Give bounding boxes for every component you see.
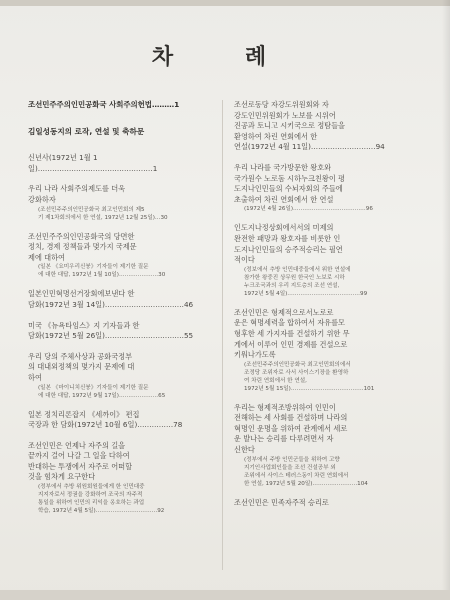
toc-entry-line: 미국 《뉴욕타임스》지 기자들과 한: [28, 320, 140, 330]
toc-entry[interactable]: [28, 184, 218, 221]
toc-entry-line: 조선민주주의인민공화국의 당면한: [28, 231, 135, 241]
toc-entry[interactable]: [234, 223, 420, 297]
toc-entry-note: 누크조국과의 우리 지도층의 조선 연설,: [244, 282, 340, 289]
toc-entry-constitution[interactable]: [28, 100, 218, 111]
toc-entry-line: 우리 당의 주체사상과 공화국정부: [28, 351, 133, 361]
toc-entry-note: (조선민주주의인민공화국 최고인민회의에서: [244, 361, 351, 368]
toc-entry-note: (조선민주주의인민공화국 최고인민회의 제5: [38, 206, 145, 213]
toc-entry-line: 진공과 토니고 시키국으로 정탐들을: [234, 121, 346, 131]
toc-entry-line: 연설(1972년 4월 11일)………………………94: [234, 142, 385, 152]
toc-entry-line: 도지나인민들의 수뇌자회의 주들에: [234, 184, 343, 194]
toc-entry-note: 에 대한 대답, 1972년 9월 17일)…………………65: [38, 392, 166, 399]
toc-entry-note: (정부에서 주방 인민군들을 위하여 고향: [244, 456, 340, 463]
toc-entry-note: 에 대한 대답, 1972년 1월 10일)…………………30: [38, 272, 166, 279]
left-column: [28, 100, 218, 525]
toc-entry-line: 하여: [28, 372, 42, 382]
toc-entry-line: 일본 정치리론잡지 《세까이》 편집: [28, 409, 140, 419]
toc-entry-note: (1972년 4월 26일)…………………………………96: [244, 206, 373, 213]
toc-entry-note: 학습, 1972년 4월 5일)……………………………92: [38, 508, 165, 515]
toc-entry-line: 형후한 세 가지자를 건설하기 위한 무: [234, 328, 350, 338]
column-divider: [222, 100, 223, 570]
toc-entry-line: 조선인민은 민족자주적 승리로: [234, 497, 329, 507]
toc-entry[interactable]: [234, 100, 420, 153]
toc-entry-line: 키워나가도록: [234, 350, 276, 360]
section-heading: 김일성동지의 로작, 연설 및 축하문: [28, 126, 145, 136]
toc-entry-line: 것을 힘차게 요구한다: [28, 472, 96, 482]
toc-entry-note: 한 연설, 1972년 5월 20일)……………………104: [244, 480, 368, 487]
toc-entry-note: (정보에서 추방 인민대중들에서 위한 연설에: [244, 266, 351, 273]
toc-entry-line: 제에 대하여: [28, 252, 66, 262]
toc-entry-line: 우리 나라를 국가방문한 왕호와: [234, 162, 332, 172]
toc-entry-note: 통일을 위하여 인민의 리익을 옹호하는 과업: [38, 500, 145, 507]
toc-entry-line: 도지나인민들의 승주적승리는 필연: [234, 244, 343, 254]
toc-entry-line: 일본인민혁명선거장회에보낸다 한: [28, 289, 135, 299]
toc-entry-title: 조선민주주의인민공화국 사회주의헌법………1: [28, 100, 180, 109]
right-column: [234, 100, 420, 518]
toc-entry[interactable]: [28, 321, 218, 342]
toc-entry-line: 신한다: [234, 445, 255, 455]
toc-entry[interactable]: [28, 441, 218, 515]
toc-entry-line: 담화(1972년 5월 26일)……………………………55: [28, 331, 194, 341]
toc-entry-line: 초출하여 차린 연회에서 한 연설: [234, 194, 334, 204]
toc-entry[interactable]: [234, 498, 420, 509]
toc-entry-line: 강화하자: [28, 194, 56, 204]
page-right-edge: [442, 0, 450, 600]
toc-entry-note: 조정당 조위자로 사서 사이스기장을 환영하: [244, 369, 349, 376]
toc-entry[interactable]: [28, 410, 218, 431]
toc-entry[interactable]: [28, 289, 218, 310]
toc-entry-line: 국장과 한 담화(1972년 10월 6일)……………78: [28, 420, 183, 430]
toc-entry-line: 운은 혁명세력을 합하여서 자유를모: [234, 318, 346, 328]
toc-entry-line: 조선인민은 언제나 자주의 길을: [28, 440, 126, 450]
right-entries-list: [234, 100, 420, 508]
toc-entry-note: 지기인사업회인들을 조선 건설공부 외: [244, 464, 336, 471]
toc-entry-note: (일본 《마이니치신붕》기자들이 제기한 질문: [38, 384, 149, 391]
toc-entry-note: 기 제1차회의에서 한 연설, 1972년 12월 25일)…30: [38, 214, 168, 221]
toc-entry[interactable]: [28, 153, 218, 174]
toc-entry-line: 의 대내외정책의 몇가지 문제에 대: [28, 362, 135, 372]
toc-entry-line: 정치, 경제 정책들과 몇가지 국제문: [28, 242, 137, 252]
toc-entry-note: (정부에서 추방 위원회원들에게 한 인민대중: [38, 484, 145, 491]
toc-entry-line: 게에서 이루어 인민 경제를 건설으로: [234, 339, 348, 349]
toc-entry-line: 강도인민위원회가 노보를 시위어: [234, 110, 336, 120]
page-bottom-edge: [0, 590, 450, 600]
toc-entry-note: 1972년 5월 15일)…………………………………101: [244, 385, 375, 392]
toc-entry[interactable]: [234, 163, 420, 213]
toc-entry-note: 참가한 왕중진 상무원 한국인 노보로 시하: [244, 274, 345, 281]
page-top-edge: [0, 0, 450, 6]
toc-entry-note: 여 차린 연회에서 한 연설,: [244, 377, 307, 384]
toc-entry-line: 끝까지 걸어 나갈 그 일을 다하여: [28, 451, 130, 461]
toc-entry-line: 우리는 형제적조방위하여 인민이: [234, 402, 336, 412]
toc-entry[interactable]: [234, 308, 420, 393]
toc-entry-line: 반대하는 투쟁에서 자주로 어떠할: [28, 461, 133, 471]
page-title: 차 례: [151, 44, 299, 70]
toc-entry-note: (일본 《요미우리신붕》기자들이 제기한 질문: [38, 264, 149, 271]
toc-entry-line: 담화(1972년 3월 14일)……………………………46: [28, 299, 194, 309]
toc-entry-line: 적이다: [234, 255, 255, 265]
left-entries-list: [28, 153, 218, 515]
toc-entry-line: 완전한 패망과 왕호자를 비롯한 인: [234, 233, 341, 243]
toc-entry-line: 국가원수 노로돔 시하누크친왕이 평: [234, 173, 346, 183]
toc-entry-line: 조선인민은 형제적으로서노로로: [234, 307, 334, 317]
toc-entry-line: 환영하여 차린 연회에서 한: [234, 131, 318, 141]
toc-entry-line: 조선로동당 자강도위원회와 자: [234, 100, 329, 109]
toc-entry[interactable]: [234, 403, 420, 488]
toc-entry-note: 1972년 5월 4일)…………………………………99: [244, 290, 368, 297]
toc-entry-line: 전해하는 세 사회를 건설하며 나라의: [234, 413, 348, 423]
toc-entry[interactable]: [28, 232, 218, 280]
toc-entry-line: 우리 나라 사회주의제도를 더욱: [28, 184, 126, 194]
toc-entry-note: 조위에서 사이스 테러스동이 차린 연회에서: [244, 472, 349, 479]
toc-entry-line: 신년사(1972년 1월 1일)…………………………………………1: [28, 153, 158, 173]
toc-entry-line: 혁명인 운명을 위하여 관계에서 세로: [234, 423, 348, 433]
toc-entry-note: 지지자로서 정권을 강화하여 조국의 자주적: [38, 492, 143, 499]
toc-entry-line: 운 발나는 승리를 다루려면서 자: [234, 434, 334, 444]
toc-entry[interactable]: [28, 352, 218, 400]
toc-entry-line: 인도지나정상회에서서의 미제의: [234, 223, 334, 233]
